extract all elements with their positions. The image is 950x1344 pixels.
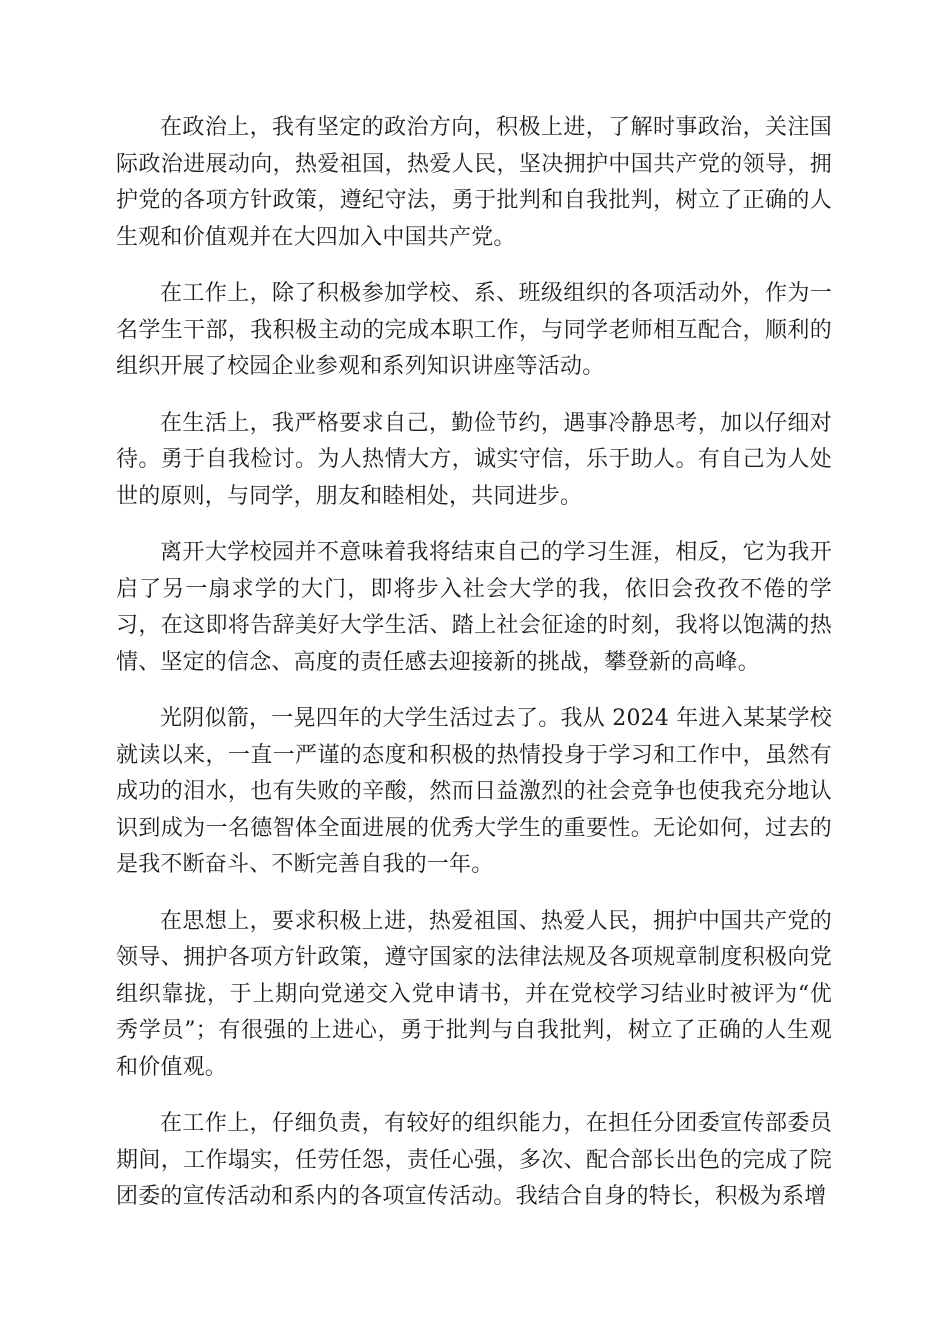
paragraph-work-propaganda: 在工作上，仔细负责，有较好的组织能力，在担任分团委宣传部委员期间，工作塌实，任劳任怨，责任心强，多次、配合部长出色的完成了院团委的宣传活动和系内的各项宣传活动。我结合自身的特长，积极为系增 xyxy=(116,1111,832,1209)
paragraph-thought: 在思想上，要求积极上进，热爱祖国、热爱人民，拥护中国共产党的领导、拥护各项方针政策，遵守国家的法律法规及各项规章制度积极向党组织靠拢，于上期向党递交入党申请书，并在党校学习结业时被评为“优秀学员”；有很强的上进心，勇于批判与自我批判，树立了正确的人生观和价值观。 xyxy=(116,908,832,1080)
paragraph-life: 在生活上，我严格要求自己，勤俭节约，遇事冷静思考，加以仔细对待。勇于自我检讨。为人热情大方，诚实守信，乐于助人。有自己为人处世的原则，与同学，朋友和睦相处，共同进步。 xyxy=(116,410,832,509)
paragraph-four-years: 光阴似箭，一晃四年的大学生活过去了。我从 2024 年进入某某学校就读以来，一直一严谨的态度和积极的热情投身于学习和工作中，虽然有成功的泪水，也有失败的辛酸，然而日益激烈的社会竞争也使我充分地认识到成为一名德智体全面进展的优秀大学生的重要性。无论如何，过去的是我不断奋斗、不断完善自我的一年。 xyxy=(116,706,832,877)
paragraph-leaving-campus: 离开大学校园并不意味着我将结束自己的学习生涯，相反，它为我开启了另一扇求学的大门，即将步入社会大学的我，依旧会孜孜不倦的学习，在这即将告辞美好大学生活、踏上社会征途的时刻，我将以饱满的热情、坚定的信念、高度的责任感去迎接新的挑战，攀登新的高峰。 xyxy=(116,540,832,675)
paragraph-political: 在政治上，我有坚定的政治方向，积极上进，了解时事政治，关注国际政治进展动向，热爱祖国，热爱人民，坚决拥护中国共产党的领导，拥护党的各项方针政策，遵纪守法，勇于批判和自我批判，树立了正确的人生观和价值观并在大四加入中国共产党。 xyxy=(116,115,832,250)
paragraph-work: 在工作上，除了积极参加学校、系、班级组织的各项活动外，作为一名学生干部，我积极主动的完成本职工作，与同学老师相互配合，顺利的组织开展了校园企业参观和系列知识讲座等活动。 xyxy=(116,281,832,379)
